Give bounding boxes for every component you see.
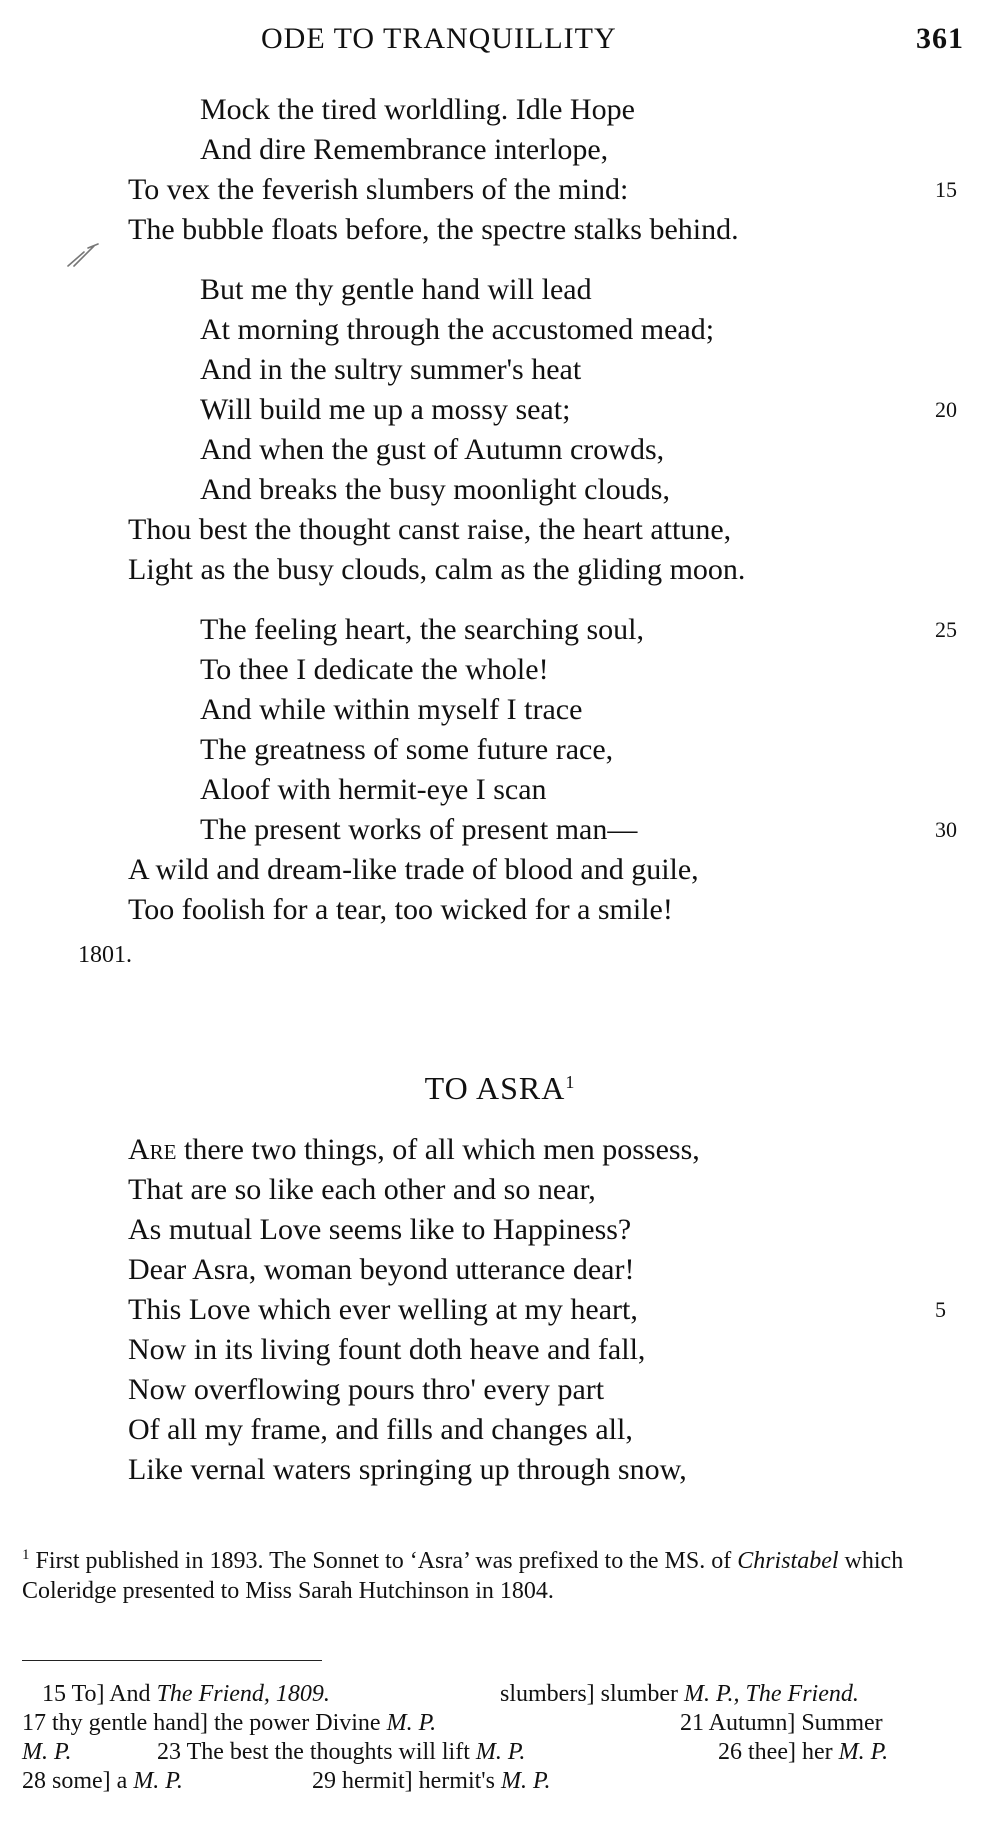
variant-segment [680, 1709, 883, 1738]
poem-line-text: Will build me up a mossy seat; [200, 393, 571, 426]
variant-segment [22, 1767, 183, 1796]
footnote [22, 1540, 964, 1606]
poem-line-text: Of all my frame, and fills and changes all, [128, 1413, 633, 1446]
poem-line-text: Now in its living fount doth heave and fall, [128, 1333, 646, 1366]
variant-text: 21 Autumn] Summer [680, 1710, 883, 1736]
poem-line-text: That are so like each other and so near, [128, 1173, 596, 1206]
variant-segment [42, 1680, 330, 1709]
variant-italic: M. P. [475, 1739, 526, 1765]
poem-title-to-asra [0, 1070, 1000, 1107]
variant-italic: M. P. [133, 1768, 183, 1794]
poem-line-text: Mock the tired worldling. Idle Hope [200, 93, 635, 126]
poem-line [200, 650, 549, 690]
variant-line [22, 1767, 964, 1796]
poem-line-text: This Love which ever welling at my heart, [128, 1293, 638, 1326]
poem-line-text: Light as the busy clouds, calm as the gliding moon. [128, 553, 746, 586]
poem-line [200, 130, 608, 170]
poem-line-text: Now overflowing pours thro' every part [128, 1373, 605, 1406]
variant-text: 26 thee] her [718, 1739, 839, 1765]
footnote-italic-title: Christabel [737, 1548, 839, 1574]
poem-line [128, 210, 739, 250]
poem-line [200, 610, 644, 650]
poem-line [128, 1330, 645, 1370]
poem-line-text: To thee I dedicate the whole! [200, 653, 549, 686]
variant-text: 15 To] And [42, 1681, 157, 1707]
poem-line [200, 90, 635, 130]
footnote-text-b: which Coleridge presented to Miss Sarah Hutchinson in 1804. [22, 1548, 904, 1604]
pencil-mark-icon [64, 240, 104, 270]
footnote-divider [22, 1660, 322, 1661]
poem-line-text: And when the gust of Autumn crowds, [200, 433, 665, 466]
variant-line [22, 1709, 964, 1738]
line-number: 15 [935, 177, 957, 202]
poem-line-text: Dear Asra, woman beyond utterance dear! [128, 1253, 635, 1286]
line-number: 20 [935, 397, 957, 422]
variant-italic: M. P. [386, 1710, 437, 1736]
footnote-marker: 1 [22, 1547, 30, 1563]
variant-line [22, 1680, 964, 1709]
poem-line-text: And while within myself I trace [200, 693, 583, 726]
poem-line [200, 350, 581, 390]
poem-date: 1801. [78, 942, 132, 968]
poem-line-text: Aloof with hermit-eye I scan [200, 773, 547, 806]
line-number: 30 [935, 817, 957, 842]
poem-line [128, 1290, 638, 1330]
variant-segment [312, 1767, 551, 1796]
poem-line-text: Too foolish for a tear, too wicked for a smile! [128, 893, 673, 926]
poem-line [200, 690, 582, 730]
poem-line-text: And breaks the busy moonlight clouds, [200, 473, 670, 506]
poem-line-text: The bubble floats before, the spectre stalks behind. [128, 213, 739, 246]
poem-line [200, 390, 570, 430]
poem-line [128, 1210, 631, 1250]
variant-segment [500, 1680, 859, 1709]
poem-line-text: And in the sultry summer's heat [200, 353, 582, 386]
poem-line-text: The present works of present man— [200, 813, 638, 846]
poem-line-text: Like vernal waters springing up through snow, [128, 1453, 687, 1486]
poem-line-text: As mutual Love seems like to Happiness? [128, 1213, 632, 1246]
poem-line-text: Thou best the thought canst raise, the heart attune, [128, 513, 732, 546]
poem-line [128, 890, 673, 930]
poem-line-text: The feeling heart, the searching soul, [200, 613, 644, 646]
poem-line-text: A wild and dream-like trade of blood and guile, [128, 853, 699, 886]
opening-word: Are [128, 1133, 177, 1166]
poem-line [200, 770, 547, 810]
running-head [0, 22, 1000, 62]
poem-line [200, 730, 613, 770]
poem-line [128, 510, 731, 550]
running-title: ODE TO TRANQUILLITY [261, 22, 617, 55]
poem-title-text: TO ASRA [424, 1070, 566, 1106]
variant-segment [22, 1738, 72, 1767]
line-number: 5 [935, 1297, 946, 1322]
poem-line-text: But me thy gentle hand will lead [200, 273, 592, 306]
variant-text: 23 The best the thoughts will lift [157, 1739, 476, 1765]
variant-text: 29 hermit] hermit's [312, 1768, 501, 1794]
poem-line [128, 1250, 634, 1290]
poem-line [200, 810, 637, 850]
poem-line [128, 550, 745, 590]
variant-text: 17 thy gentle hand] the power Divine [22, 1710, 387, 1736]
variant-italic: M. P. [500, 1768, 551, 1794]
variant-segment [22, 1709, 436, 1738]
variant-text: 28 some] a [22, 1768, 134, 1794]
poem-line [128, 1370, 604, 1410]
variant-italic: M. P. [22, 1739, 72, 1765]
variant-italic: The Friend, 1809. [156, 1681, 330, 1707]
variant-italic: M. P. [838, 1739, 889, 1765]
line-number: 25 [935, 617, 957, 642]
poem-line [128, 850, 699, 890]
poem-line [200, 470, 670, 510]
poem-line [128, 1410, 633, 1450]
variant-text: slumbers] slumber [500, 1681, 684, 1707]
variant-italic: M. P., The Friend. [683, 1681, 859, 1707]
poem-line [128, 1170, 596, 1210]
poem-line [128, 170, 628, 210]
footnote-reference: 1 [565, 1072, 576, 1092]
poem-line-text: And dire Remembrance interlope, [200, 133, 609, 166]
page-number: 361 [916, 22, 964, 55]
footnote-text-a: First published in 1893. The Sonnet to ‘Asra’ was prefixed to the MS. of [29, 1548, 738, 1574]
poem-line-text: The greatness of some future race, [200, 733, 614, 766]
poem-line-text: there two things, of all which men possess, [176, 1133, 700, 1166]
poem-line [128, 1450, 687, 1490]
poem-line [128, 1130, 700, 1170]
variant-segment [157, 1738, 525, 1767]
variant-line [22, 1738, 964, 1767]
poem-line-text: To vex the feverish slumbers of the mind: [128, 173, 629, 206]
variant-segment [718, 1738, 888, 1767]
poem-line [200, 270, 592, 310]
textual-variants [22, 1680, 964, 1796]
poem-line [200, 430, 664, 470]
poem-line-text: At morning through the accustomed mead; [200, 313, 715, 346]
poem-line [200, 310, 714, 350]
